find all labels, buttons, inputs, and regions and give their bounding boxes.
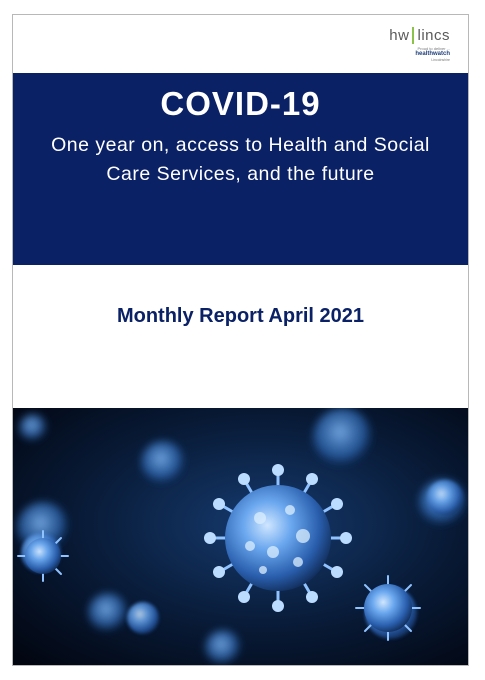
banner-title: COVID-19 (160, 85, 321, 122)
document-page (12, 14, 469, 666)
coronavirus-cover-image (13, 408, 468, 665)
healthwatch-lincs-logo (380, 27, 450, 71)
logo-divider (412, 27, 414, 44)
logo-wordmark (380, 27, 450, 44)
logo-region: Lincolnshire (431, 58, 450, 62)
logo-lincs-text: lincs (417, 27, 450, 44)
title-banner (13, 73, 468, 265)
logo-brand: healthwatch (415, 51, 450, 57)
logo-tagline: Proud to deliver ... (417, 46, 450, 51)
banner-subtitle: One year on, access to Health and Social Care Services, and the future (51, 134, 430, 185)
logo-hw-text: hw (389, 27, 410, 44)
report-title: Monthly Report April 2021 (116, 305, 365, 327)
